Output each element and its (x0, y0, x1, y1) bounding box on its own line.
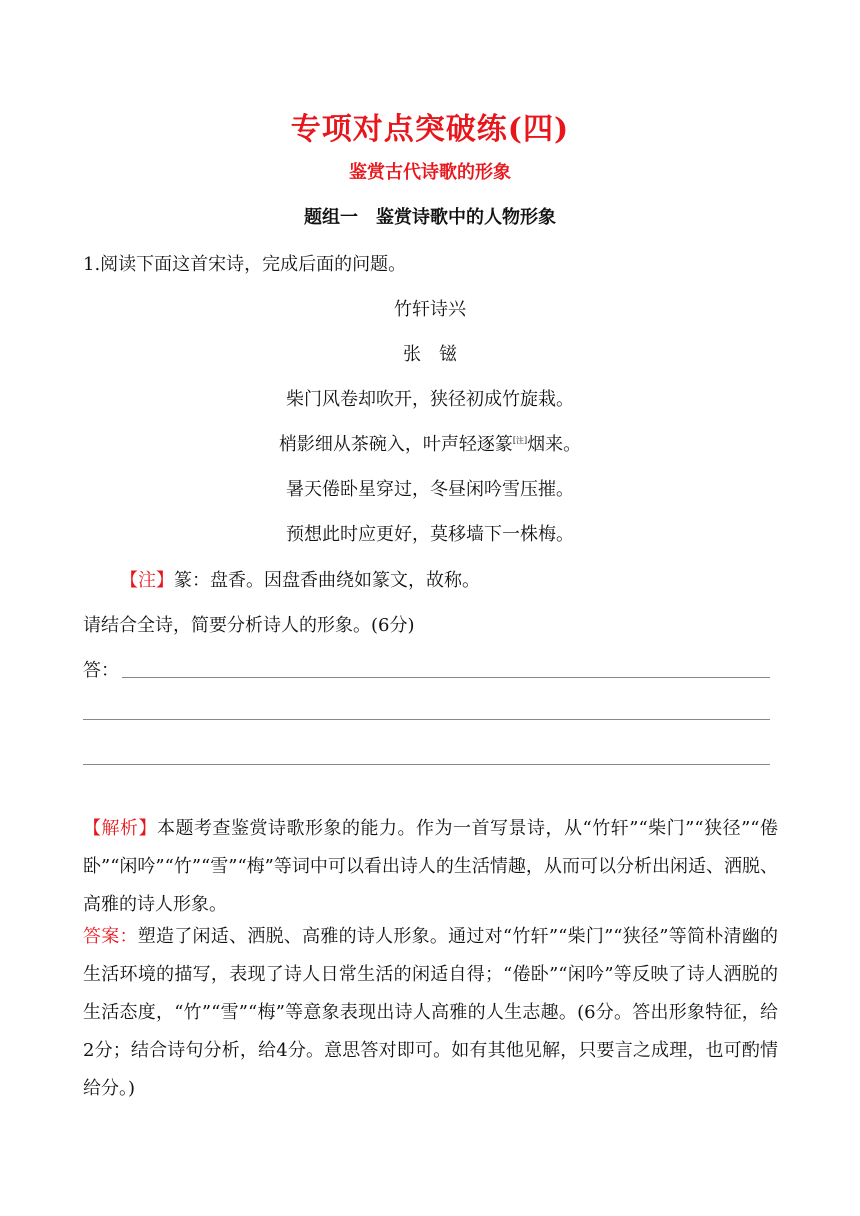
poem-note (120, 566, 820, 592)
answer-paragraph (83, 918, 778, 1108)
note-label: 【注】 (120, 570, 174, 591)
analysis-paragraph (83, 810, 778, 924)
poem-line-1: 柴门风卷却吹开，狭径初成竹旋栽。 (286, 389, 574, 410)
note-text: 篆：盘香。因盘香曲绕如篆文，故称。 (174, 570, 480, 591)
poem-author: 张 镃 (403, 344, 457, 365)
analysis-label: 【解析】 (83, 818, 158, 839)
poem-line-4: 预想此时应更好，莫移墙下一株梅。 (286, 524, 574, 545)
answer-key-label: 答案： (83, 926, 138, 947)
question-prompt: 1.阅读下面这首宋诗，完成后面的问题。 (83, 254, 407, 275)
page-title: 专项对点突破练(四) (290, 112, 570, 147)
answer-line-3[interactable] (83, 764, 770, 765)
poem-line-2 (0, 430, 860, 456)
poem-title: 竹轩诗兴 (394, 299, 466, 320)
poem-line-2-text: 梢影细从茶碗入，叶声轻逐篆 (278, 434, 513, 455)
analysis-text: 本题考查鉴赏诗歌形象的能力。作为一首写景诗，从“竹轩”“柴门”“狭径”“倦卧”“闲吟”“竹”“雪”“梅”等词中可以看出诗人的生活情趣，从而可以分析出闲适、洒脱、高雅的诗人形象。 (83, 818, 778, 915)
page-subtitle: 鉴赏古代诗歌的形象 (349, 162, 511, 183)
answer-line-2[interactable] (83, 719, 770, 720)
note-marker: [注] (512, 436, 528, 445)
answer-key-text: 塑造了闲适、洒脱、高雅的诗人形象。通过对“竹轩”“柴门”“狭径”等简朴清幽的生活环境的描写，表现了诗人日常生活的闲适自得；“倦卧”“闲吟”等反映了诗人洒脱的生活态度，“竹”“雪”“梅”等意象表现出诗人高雅的人生志趣。(6分。答出形象特征，给2分；结合诗句分析，给4分。意思答对即可。如有其他见解，只要言之成理，也可酌情给分。) (83, 926, 778, 1099)
group-heading: 题组一 鉴赏诗歌中的人物形象 (304, 207, 556, 228)
answer-line-1[interactable] (122, 677, 770, 678)
poem-line-3: 暑天倦卧星穿过，冬昼闲吟雪压摧。 (286, 479, 574, 500)
poem-line-2-end: 烟来。 (527, 434, 582, 455)
answer-label: 答： (83, 660, 119, 681)
question-ask: 请结合全诗，简要分析诗人的形象。(6分) (83, 615, 415, 636)
